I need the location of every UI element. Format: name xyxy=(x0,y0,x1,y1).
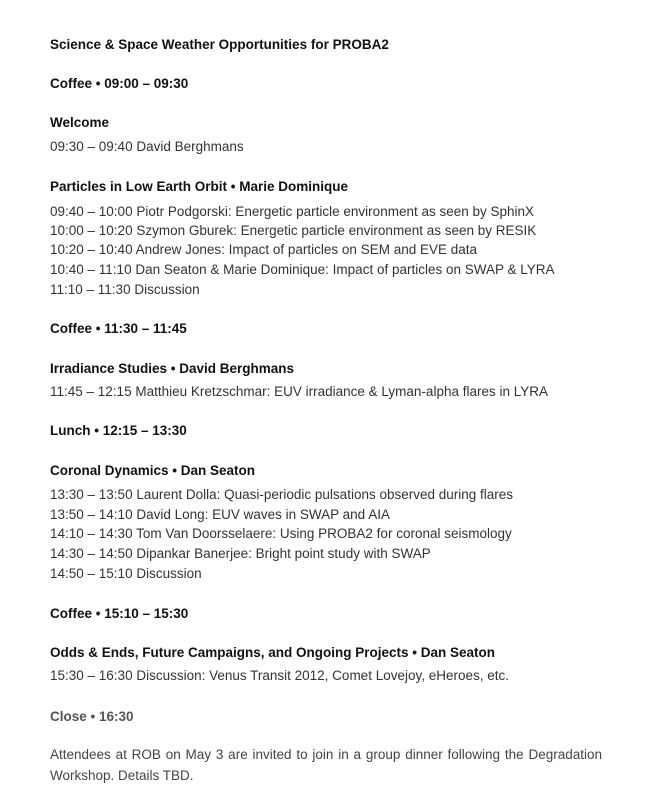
schedule-item: 10:00 – 10:20 Szymon Gburek: Energetic particle environment as seen by RESIK xyxy=(50,223,537,238)
schedule-item: 13:50 – 14:10 David Long: EUV waves in SWAP and AIA xyxy=(50,507,390,522)
schedule-item: 10:40 – 11:10 Dan Seaton & Marie Dominique: Impact of particles on SWAP & LYRA xyxy=(50,262,555,277)
session-heading-coronal: Coronal Dynamics • Dan Seaton xyxy=(50,463,256,478)
schedule-item: 14:50 – 15:10 Discussion xyxy=(50,566,202,581)
session-heading-particles: Particles in Low Earth Orbit • Marie Dominique xyxy=(50,179,349,194)
close-heading: Close • 16:30 xyxy=(50,709,134,724)
session-heading-welcome: Welcome xyxy=(50,115,110,130)
schedule-item: 14:10 – 14:30 Tom Van Doorsselaere: Using PROBA2 for coronal seismology xyxy=(50,526,512,541)
schedule-item: 14:30 – 14:50 Dipankar Banerjee: Bright point study with SWAP xyxy=(50,546,431,561)
schedule-item: 09:40 – 10:00 Piotr Podgorski: Energetic particle environment as seen by SphinX xyxy=(50,204,535,219)
break-heading-coffee-2: Coffee • 11:30 – 11:45 xyxy=(50,321,187,336)
schedule-item: 10:20 – 10:40 Andrew Jones: Impact of particles on SEM and EVE data xyxy=(50,242,478,257)
schedule-item: 09:30 – 09:40 David Berghmans xyxy=(50,139,244,154)
schedule-item: 11:45 – 12:15 Matthieu Kretzschmar: EUV irradiance & Lyman-alpha flares in LYRA xyxy=(50,384,548,399)
session-heading-odds-ends: Odds & Ends, Future Campaigns, and Ongoing Projects • Dan Seaton xyxy=(50,645,496,660)
session-heading-irradiance: Irradiance Studies • David Berghmans xyxy=(50,361,295,376)
schedule-item: 11:10 – 11:30 Discussion xyxy=(50,282,200,297)
break-heading-coffee-3: Coffee • 15:10 – 15:30 xyxy=(50,606,189,621)
break-heading-coffee-1: Coffee • 09:00 – 09:30 xyxy=(50,76,189,91)
page-title: Science & Space Weather Opportunities for PROBA2 xyxy=(50,37,389,52)
dinner-note: Attendees at ROB on May 3 are invited to join in a group dinner following the Degradation Workshop. Details TBD. xyxy=(50,747,602,783)
break-heading-lunch: Lunch • 12:15 – 13:30 xyxy=(50,423,187,438)
schedule-item: 13:30 – 13:50 Laurent Dolla: Quasi-periodic pulsations observed during flares xyxy=(50,487,514,502)
schedule-item: 15:30 – 16:30 Discussion: Venus Transit 2012, Comet Lovejoy, eHeroes, etc. xyxy=(50,668,510,683)
